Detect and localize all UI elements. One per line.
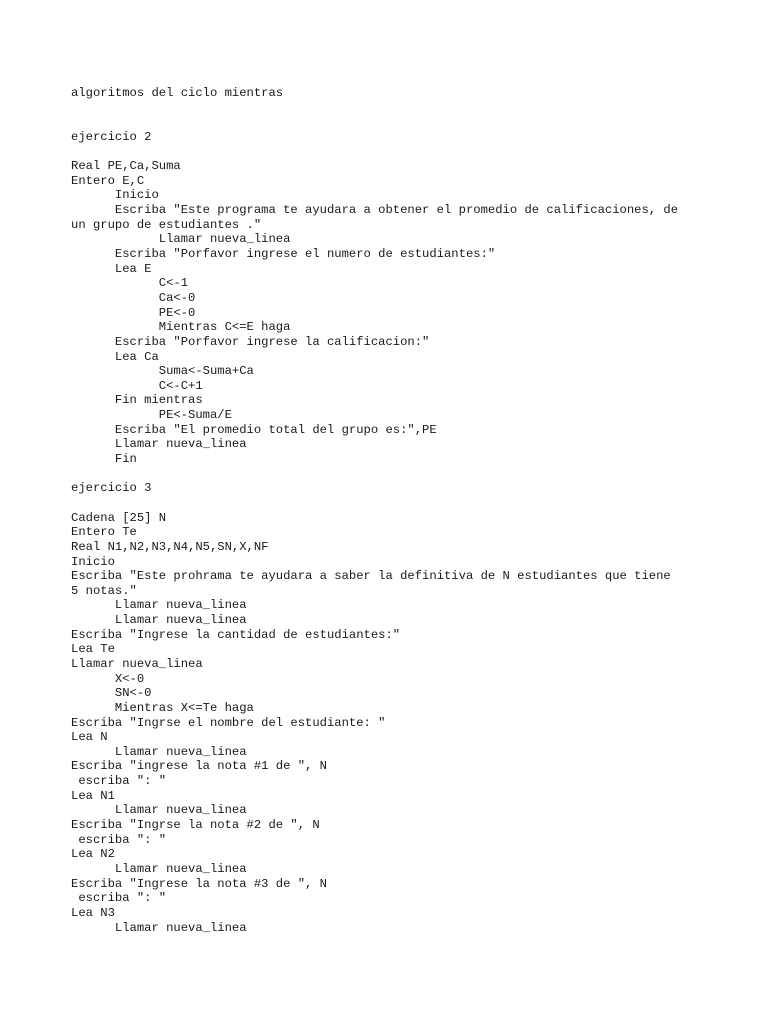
code-line: Inicio [71, 188, 159, 203]
code-line: Real N1,N2,N3,N4,N5,SN,X,NF [71, 539, 269, 554]
code-line: Ca<-0 [71, 290, 196, 305]
code-line: PE<-0 [71, 305, 196, 320]
code-line: Escriba "ingrese la nota #1 de ", N [71, 759, 327, 774]
code-line: Suma<-Suma+Ca [71, 364, 254, 379]
code-line: Fin mientras [71, 393, 203, 408]
code-line: Llamar nueva_linea [71, 613, 247, 628]
code-line [71, 115, 711, 130]
code-line [71, 101, 711, 116]
code-line: PE<-Suma/E [71, 408, 232, 423]
code-line: Escriba "El promedio total del grupo es:",PE [71, 422, 437, 437]
code-line: un grupo de estudiantes ." [71, 217, 262, 232]
code-line: escriba ": " [71, 832, 167, 847]
code-line: Fin [71, 452, 137, 467]
code-line [71, 145, 711, 160]
code-line [71, 496, 711, 511]
code-line: Llamar nueva_linea [71, 656, 203, 671]
code-line: X<-0 [71, 671, 145, 686]
code-line: Real PE,Ca,Suma [71, 159, 181, 174]
code-line: Llamar nueva_linea [71, 598, 247, 613]
code-line: Cadena [25] N [71, 510, 167, 525]
code-line: Lea Ca [71, 349, 159, 364]
code-line: Llamar nueva_linea [71, 861, 247, 876]
code-line: Llamar nueva_linea [71, 920, 247, 935]
code-line: Mientras X<=Te haga [71, 700, 254, 715]
code-line: escriba ": " [71, 891, 167, 906]
code-line: C<-C+1 [71, 378, 203, 393]
code-line: C<-1 [71, 276, 189, 291]
code-line: Lea N3 [71, 905, 115, 920]
code-line: Llamar nueva_linea [71, 803, 247, 818]
code-line: Lea E [71, 261, 152, 276]
code-line: Llamar nueva_linea [71, 232, 291, 247]
code-line: Lea N1 [71, 788, 115, 803]
code-line: Escriba "Este programa te ayudara a obtener el promedio de calificaciones, de [71, 203, 679, 218]
code-line: escriba ": " [71, 774, 167, 789]
code-line: ejercicio 3 [71, 481, 152, 496]
code-line: Escriba "Porfavor ingrese el numero de estudiantes:" [71, 247, 496, 262]
code-line: Escriba "Este prohrama te ayudara a saber la definitiva de N estudiantes que tiene [71, 569, 671, 584]
code-line: Entero E,C [71, 173, 145, 188]
code-line: Lea N [71, 730, 108, 745]
code-line: Lea Te [71, 642, 115, 657]
code-line: Escriba "Ingrse la nota #2 de ", N [71, 818, 320, 833]
pseudocode-text [71, 86, 711, 935]
code-line [71, 467, 711, 482]
code-line: ejercicio 2 [71, 129, 152, 144]
code-line: Entero Te [71, 525, 137, 540]
code-line: 5 notas." [71, 583, 137, 598]
code-line: Lea N2 [71, 847, 115, 862]
code-line: algoritmos del ciclo mientras [71, 86, 284, 100]
code-line: Escriba "Ingrese la cantidad de estudiantes:" [71, 627, 401, 642]
code-line: Escriba "Ingrese la nota #3 de ", N [71, 876, 327, 891]
code-line: Llamar nueva_linea [71, 744, 247, 759]
code-line: Escriba "Ingrse el nombre del estudiante: " [71, 715, 386, 730]
code-line: Inicio [71, 554, 115, 569]
code-line: Mientras C<=E haga [71, 320, 291, 335]
code-line: SN<-0 [71, 686, 152, 701]
code-line: Escriba "Porfavor ingrese la calificacion:" [71, 334, 430, 349]
code-line: Llamar nueva_linea [71, 437, 247, 452]
